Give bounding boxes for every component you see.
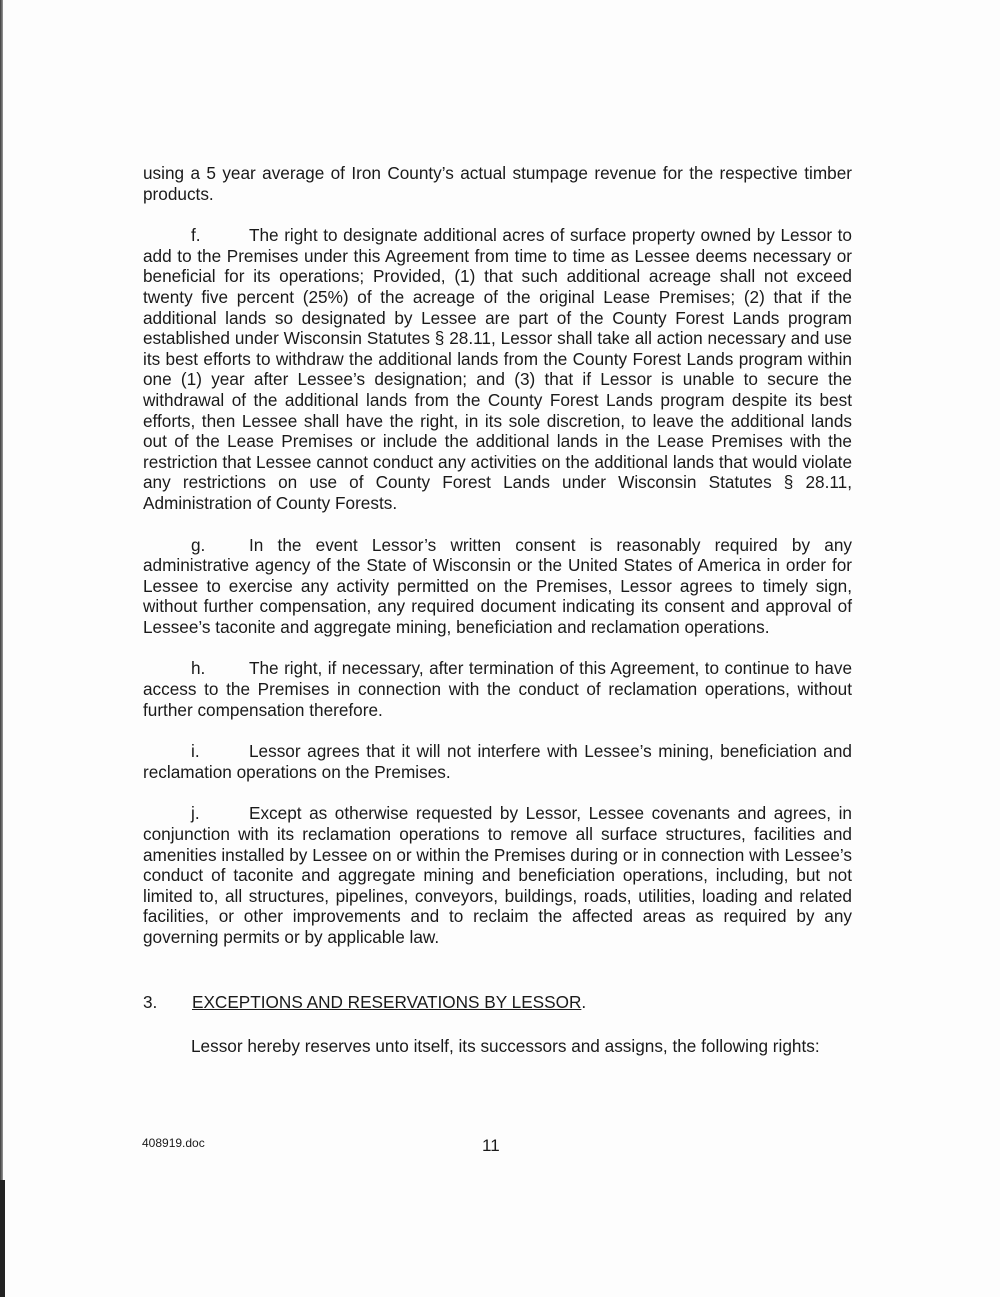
item-text: Except as otherwise requested by Lessor, Lessee covenants and agrees, in conjunction with its reclamation operations to remove all surface structures, facilities and amenities installed by Lessee on or within the Premises during or in connection with Lessee’s conduct of taconite and aggregate mining and beneficiation operations, including, but not limited to, all structures, pipelines, conveyors, buildings, roads, utilities, loading and related facilities, or other improvements and to reclaim the affected areas as required by any governing permits or by applicable law. [143,803,852,947]
item-text: The right, if necessary, after termination of this Agreement, to continue to have access to the Premises in connection with the conduct of reclamation operations, without further compensation therefore. [143,658,852,720]
item-label: j. [191,803,200,824]
item-label: f. [191,225,201,246]
item-f [143,225,852,513]
page-number: 11 [482,1136,500,1155]
item-h [143,658,852,720]
item-text: In the event Lessor’s written consent is reasonably required by any administrative agency of the State of Wisconsin or the United States of America in order for Lessee to exercise any activity permitted on the Premises, Lessor agrees to timely sign, without further compensation, any required document indicating its consent and approval of Lessee’s taconite and aggregate mining, beneficiation and reclamation operations. [143,534,852,637]
item-label: i. [191,741,200,762]
section-intro: Lessor hereby reserves unto itself, its successors and assigns, the following rights: [191,1036,820,1057]
item-g [143,535,852,638]
item-j [143,803,852,947]
item-label: h. [191,658,206,679]
scan-edge-shadow [0,1180,5,1297]
section-title: EXCEPTIONS AND RESERVATIONS BY LESSOR [192,991,582,1012]
document-page [143,163,852,1057]
item-i [143,741,852,782]
footer-doc-name: 408919.doc [142,1136,205,1150]
scan-edge [0,0,3,1297]
item-text: The right to designate additional acres of surface property owned by Lessor to add to the Premises under this Agreement from time to time as Lessee deems necessary or beneficial for its operations; Provided, (1) that such additional acreage shall not exceed twenty five percent (25%) of the acreage of the original Lease Premises; (2) that if the additional lands so designated by Lessee are part of the County Forest Lands program established under Wisconsin Statutes § 28.11, Lessor shall take all action necessary and use its best efforts to withdraw the additional lands from the County Forest Lands program within one (1) year after Lessee’s designation; and (3) that if Lessor is unable to secure the withdrawal of the additional lands from the County Forest Lands program despite its best efforts, then Lessee shall have the right, in its sole discretion, to leave the additional lands out of the Lease Premises or include the additional lands in the Lease Premises with the restriction that Lessee cannot conduct any activities on the additional lands that would violate any restrictions on use of County Forest Lands under Wisconsin Statutes § 28.11, Administration of County Forests. [143,225,852,513]
continuation-paragraph: using a 5 year average of Iron County’s actual stumpage revenue for the respective timber products. [143,163,852,204]
section-heading [143,992,852,1013]
section-title-period: . [581,991,587,1012]
section-number: 3. [143,991,158,1012]
item-text: Lessor agrees that it will not interfere with Lessee’s mining, beneficiation and reclamation operations on the Premises. [143,741,852,782]
item-label: g. [191,534,206,555]
